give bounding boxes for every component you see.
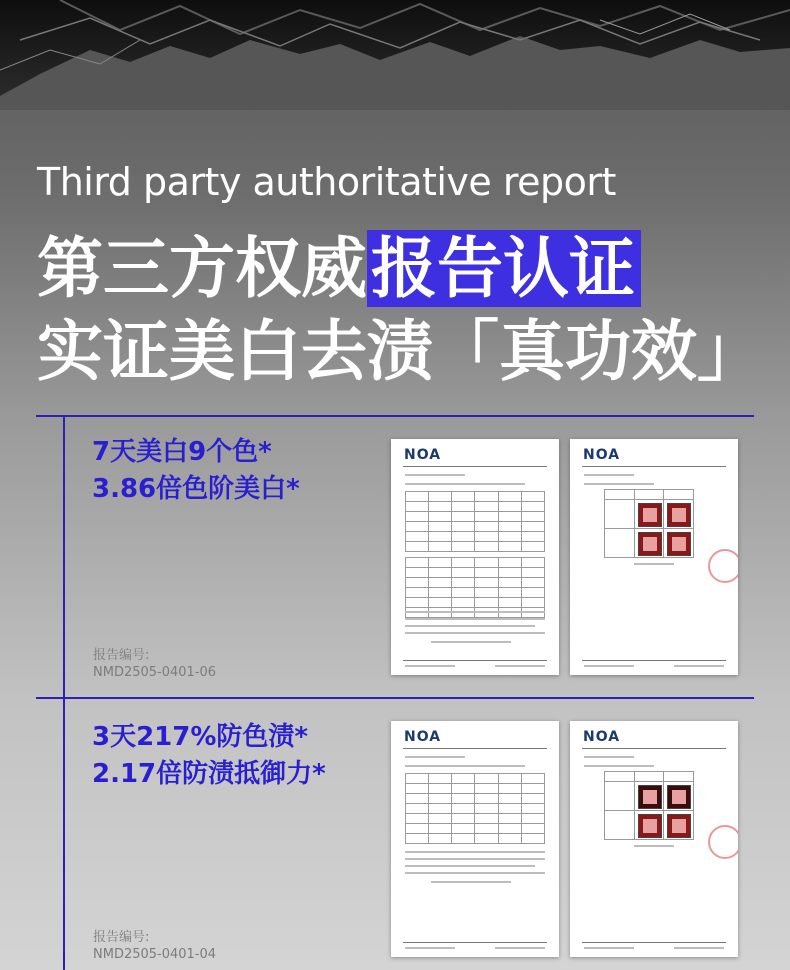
noa-logo: NOA — [583, 447, 621, 463]
report-2-page-1-image — [391, 721, 559, 957]
section-vertical-rule — [63, 415, 65, 970]
report-1-claim-line1: 7天美白9个色* — [92, 437, 272, 467]
dark-rock-texture-banner — [0, 0, 790, 110]
report-1-page-2-image — [570, 439, 738, 675]
report-2-claim-line2: 2.17倍防渍抵御力* — [92, 759, 326, 789]
report-1-claim-line2: 3.86倍色阶美白* — [92, 474, 300, 504]
report-2-id-label: 报告编号: — [93, 930, 150, 945]
report-1-page-1-image — [391, 439, 559, 675]
official-stamp — [708, 825, 738, 859]
noa-logo: NOA — [583, 729, 621, 745]
main-heading-line1 — [37, 230, 641, 308]
report-2-page-2-image — [570, 721, 738, 957]
section-divider-middle — [36, 697, 754, 699]
report-2-id-value: NMD2505-0401-04 — [93, 947, 217, 962]
noa-logo: NOA — [404, 447, 442, 463]
noa-logo: NOA — [404, 729, 442, 745]
report-1-id-value: NMD2505-0401-06 — [93, 665, 217, 680]
official-stamp — [708, 549, 738, 583]
report-2-claim-line1: 3天217%防色渍* — [92, 722, 309, 752]
heading-plain-text: 第三方权威 — [37, 230, 367, 307]
heading-highlight-text: 报告认证 — [367, 230, 641, 307]
section-divider-top — [36, 415, 754, 417]
english-subtitle: Third party authoritative report — [37, 160, 616, 204]
main-heading-line2: 实证美白去渍「真功效」 — [37, 313, 763, 390]
report-1-id-label: 报告编号: — [93, 648, 150, 663]
